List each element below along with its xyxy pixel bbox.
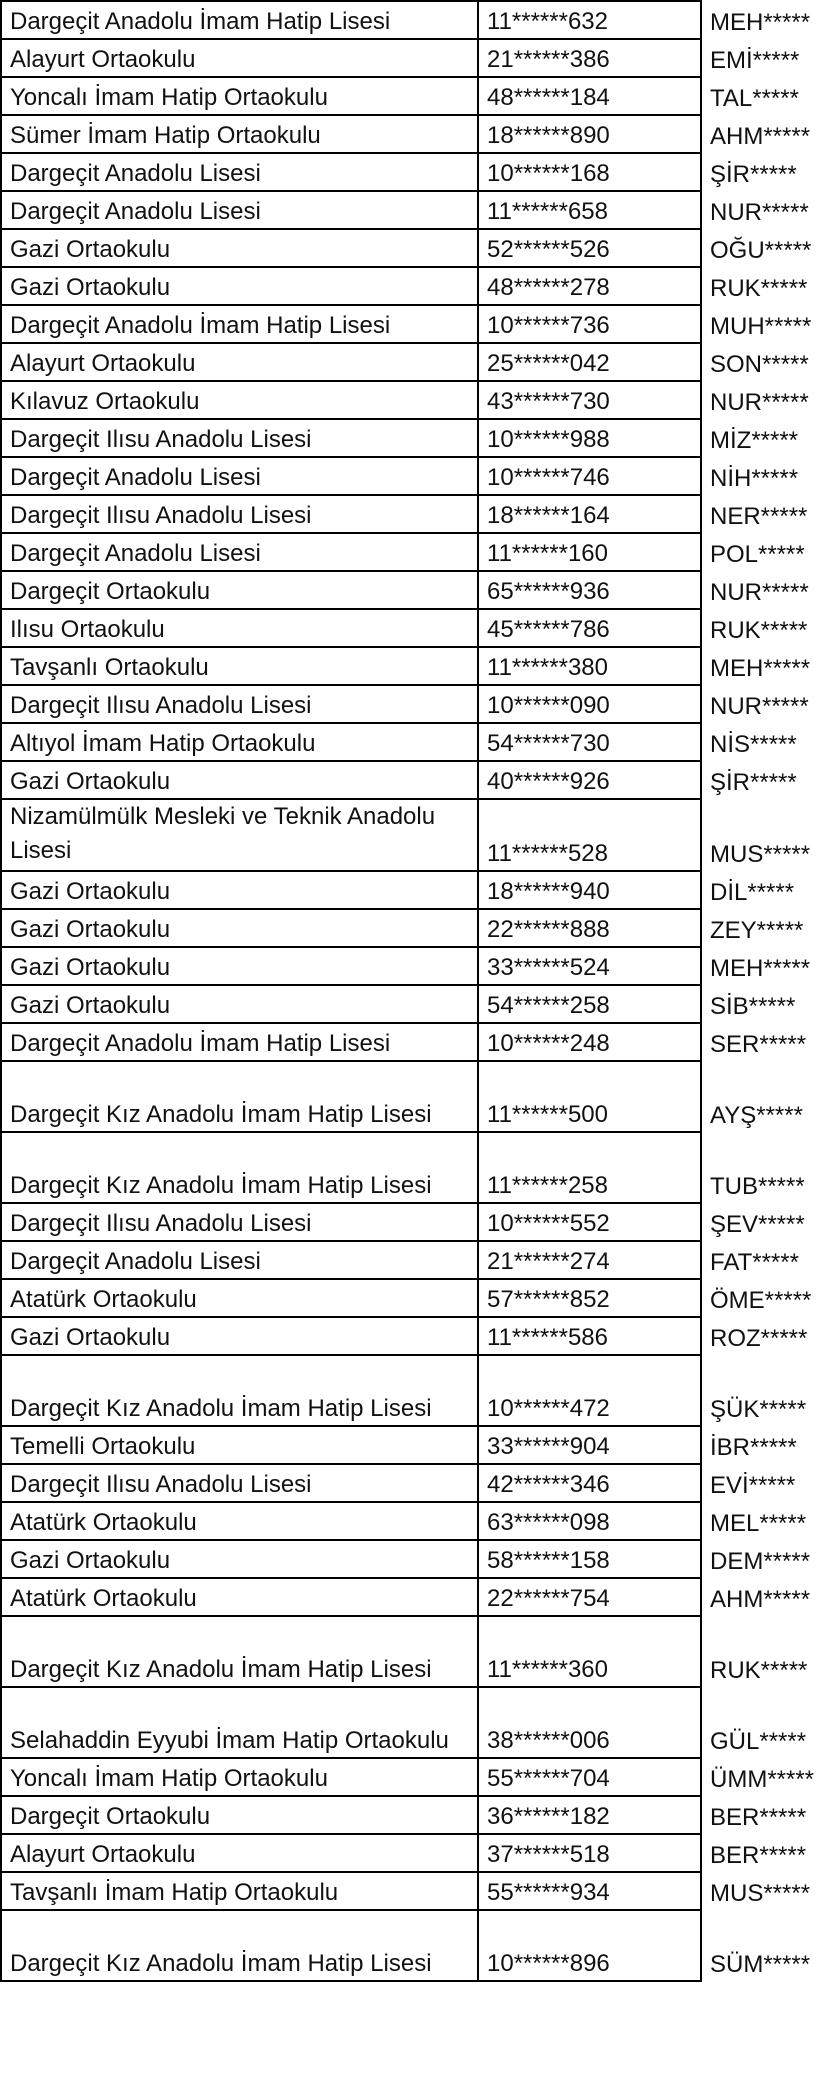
school-cell[interactable]: Dargeçit Kız Anadolu İmam Hatip Lisesi [1, 1616, 478, 1687]
school-cell[interactable]: Gazi Ortaokulu [1, 947, 478, 985]
id-number-cell[interactable]: 10******896 [478, 1910, 701, 1981]
table-row [1, 1426, 831, 1464]
table-body [1, 1, 831, 1981]
id-number-cell[interactable]: 10******168 [478, 153, 701, 191]
school-cell[interactable]: Dargeçit Ilısu Anadolu Lisesi [1, 685, 478, 723]
id-number-cell[interactable]: 10******472 [478, 1355, 701, 1426]
school-cell[interactable]: Dargeçit Ortaokulu [1, 571, 478, 609]
table-row [1, 647, 831, 685]
name-cell[interactable]: ŞİR***** [701, 761, 831, 799]
name-cell[interactable]: NİS***** [701, 723, 831, 761]
name-cell[interactable]: ŞEV***** [701, 1203, 831, 1241]
school-cell[interactable]: Dargeçit Kız Anadolu İmam Hatip Lisesi [1, 1910, 478, 1981]
school-cell[interactable]: Sümer İmam Hatip Ortaokulu [1, 115, 478, 153]
school-cell[interactable]: Dargeçit Anadolu Lisesi [1, 457, 478, 495]
table-row [1, 1834, 831, 1872]
name-cell[interactable]: MEH***** [701, 647, 831, 685]
id-number-cell[interactable]: 18******164 [478, 495, 701, 533]
name-cell[interactable]: NER***** [701, 495, 831, 533]
school-cell[interactable]: Dargeçit Anadolu Lisesi [1, 533, 478, 571]
name-cell[interactable]: BER***** [701, 1834, 831, 1872]
table-row [1, 799, 831, 871]
name-cell[interactable]: MUS***** [701, 1872, 831, 1910]
table-row [1, 947, 831, 985]
id-number-cell[interactable]: 37******518 [478, 1834, 701, 1872]
table-row [1, 1578, 831, 1616]
id-number-cell[interactable]: 10******248 [478, 1023, 701, 1061]
id-number-cell[interactable]: 52******526 [478, 229, 701, 267]
table-row [1, 419, 831, 457]
school-cell[interactable]: Dargeçit Ilısu Anadolu Lisesi [1, 495, 478, 533]
name-cell[interactable]: SİB***** [701, 985, 831, 1023]
table-row [1, 1355, 831, 1426]
id-number-cell[interactable]: 11******528 [478, 799, 701, 871]
id-number-cell[interactable]: 11******160 [478, 533, 701, 571]
name-cell[interactable]: SÜM***** [701, 1910, 831, 1981]
id-number-cell[interactable]: 57******852 [478, 1279, 701, 1317]
table-row [1, 1872, 831, 1910]
name-cell[interactable]: RUK***** [701, 267, 831, 305]
table-row [1, 533, 831, 571]
id-number-cell[interactable]: 45******786 [478, 609, 701, 647]
name-cell[interactable]: NUR***** [701, 571, 831, 609]
name-cell[interactable]: DEM***** [701, 1540, 831, 1578]
school-cell[interactable]: Dargeçit Anadolu İmam Hatip Lisesi [1, 1, 478, 39]
name-cell[interactable]: NİH***** [701, 457, 831, 495]
id-number-cell[interactable]: 33******524 [478, 947, 701, 985]
id-number-cell[interactable]: 22******888 [478, 909, 701, 947]
table-row [1, 1132, 831, 1203]
id-number-cell[interactable]: 21******274 [478, 1241, 701, 1279]
school-cell[interactable]: Atatürk Ortaokulu [1, 1578, 478, 1616]
id-number-cell[interactable]: 42******346 [478, 1464, 701, 1502]
table-row [1, 457, 831, 495]
school-cell[interactable]: Gazi Ortaokulu [1, 267, 478, 305]
id-number-cell[interactable]: 10******090 [478, 685, 701, 723]
id-number-cell[interactable]: 48******184 [478, 77, 701, 115]
id-number-cell[interactable]: 54******258 [478, 985, 701, 1023]
table-row [1, 761, 831, 799]
name-cell[interactable]: İBR***** [701, 1426, 831, 1464]
school-cell[interactable]: Altıyol İmam Hatip Ortaokulu [1, 723, 478, 761]
id-number-cell[interactable]: 10******988 [478, 419, 701, 457]
table-row [1, 495, 831, 533]
table-row [1, 115, 831, 153]
table-row [1, 1502, 831, 1540]
table-row [1, 871, 831, 909]
school-cell[interactable]: Gazi Ortaokulu [1, 909, 478, 947]
table-row [1, 305, 831, 343]
id-number-cell[interactable]: 18******940 [478, 871, 701, 909]
school-cell[interactable]: Gazi Ortaokulu [1, 985, 478, 1023]
name-cell[interactable]: FAT***** [701, 1241, 831, 1279]
school-cell[interactable]: Alayurt Ortaokulu [1, 343, 478, 381]
name-cell[interactable]: NUR***** [701, 191, 831, 229]
school-cell[interactable]: Dargeçit Ortaokulu [1, 1796, 478, 1834]
name-cell[interactable]: NUR***** [701, 381, 831, 419]
id-number-cell[interactable]: 11******632 [478, 1, 701, 39]
school-cell[interactable]: Dargeçit Kız Anadolu İmam Hatip Lisesi [1, 1061, 478, 1132]
id-number-cell[interactable]: 11******258 [478, 1132, 701, 1203]
name-cell[interactable]: ÖME***** [701, 1279, 831, 1317]
table-row [1, 1203, 831, 1241]
name-cell[interactable]: MUS***** [701, 799, 831, 871]
table-row [1, 77, 831, 115]
name-cell[interactable]: EVİ***** [701, 1464, 831, 1502]
table-row [1, 267, 831, 305]
school-cell[interactable]: Dargeçit Ilısu Anadolu Lisesi [1, 1203, 478, 1241]
id-number-cell[interactable]: 18******890 [478, 115, 701, 153]
school-cell[interactable]: Dargeçit Anadolu Lisesi [1, 1241, 478, 1279]
school-cell[interactable]: Gazi Ortaokulu [1, 229, 478, 267]
name-cell[interactable]: POL***** [701, 533, 831, 571]
table-row [1, 153, 831, 191]
school-cell[interactable]: Dargeçit Kız Anadolu İmam Hatip Lisesi [1, 1355, 478, 1426]
school-cell[interactable]: Selahaddin Eyyubi İmam Hatip Ortaokulu [1, 1687, 478, 1758]
id-number-cell[interactable]: 11******380 [478, 647, 701, 685]
name-cell[interactable]: GÜL***** [701, 1687, 831, 1758]
school-cell[interactable]: Dargeçit Kız Anadolu İmam Hatip Lisesi [1, 1132, 478, 1203]
id-number-cell[interactable]: 11******586 [478, 1317, 701, 1355]
school-cell[interactable]: Yoncalı İmam Hatip Ortaokulu [1, 1758, 478, 1796]
school-cell[interactable]: Ilısu Ortaokulu [1, 609, 478, 647]
id-number-cell[interactable]: 55******704 [478, 1758, 701, 1796]
table-row [1, 1241, 831, 1279]
name-cell[interactable]: EMİ***** [701, 39, 831, 77]
id-number-cell[interactable]: 22******754 [478, 1578, 701, 1616]
name-cell[interactable]: AHM***** [701, 1578, 831, 1616]
table-row [1, 1464, 831, 1502]
table-row [1, 571, 831, 609]
name-cell[interactable]: NUR***** [701, 685, 831, 723]
table-row [1, 1910, 831, 1981]
table-row [1, 1317, 831, 1355]
id-number-cell[interactable]: 33******904 [478, 1426, 701, 1464]
id-number-cell[interactable]: 55******934 [478, 1872, 701, 1910]
name-cell[interactable]: ROZ***** [701, 1317, 831, 1355]
id-number-cell[interactable]: 48******278 [478, 267, 701, 305]
id-number-cell[interactable]: 21******386 [478, 39, 701, 77]
id-number-cell[interactable]: 43******730 [478, 381, 701, 419]
id-number-cell[interactable]: 25******042 [478, 343, 701, 381]
name-cell[interactable]: ÜMM***** [701, 1758, 831, 1796]
name-cell[interactable]: AHM***** [701, 115, 831, 153]
school-cell[interactable]: Gazi Ortaokulu [1, 1540, 478, 1578]
school-cell[interactable]: Dargeçit Anadolu İmam Hatip Lisesi [1, 305, 478, 343]
table-row [1, 723, 831, 761]
id-number-cell[interactable]: 36******182 [478, 1796, 701, 1834]
name-cell[interactable]: MEH***** [701, 1, 831, 39]
table-row [1, 1540, 831, 1578]
name-cell[interactable]: RUK***** [701, 1616, 831, 1687]
table-row [1, 229, 831, 267]
id-number-cell[interactable]: 11******500 [478, 1061, 701, 1132]
school-cell[interactable]: Dargeçit Anadolu Lisesi [1, 191, 478, 229]
table-row [1, 909, 831, 947]
school-cell[interactable]: Gazi Ortaokulu [1, 1317, 478, 1355]
name-cell[interactable]: BER***** [701, 1796, 831, 1834]
name-cell[interactable]: OĞU***** [701, 229, 831, 267]
id-number-cell[interactable]: 10******736 [478, 305, 701, 343]
name-cell[interactable]: RUK***** [701, 609, 831, 647]
school-cell[interactable]: Alayurt Ortaokulu [1, 39, 478, 77]
school-cell[interactable]: Dargeçit Anadolu Lisesi [1, 153, 478, 191]
table-row [1, 609, 831, 647]
school-cell[interactable]: Gazi Ortaokulu [1, 871, 478, 909]
id-number-cell[interactable]: 11******360 [478, 1616, 701, 1687]
id-number-cell[interactable]: 38******006 [478, 1687, 701, 1758]
id-number-cell[interactable]: 63******098 [478, 1502, 701, 1540]
table-row [1, 985, 831, 1023]
name-cell[interactable]: MİZ***** [701, 419, 831, 457]
table-row [1, 1758, 831, 1796]
name-cell[interactable]: SER***** [701, 1023, 831, 1061]
name-cell[interactable]: ŞİR***** [701, 153, 831, 191]
id-number-cell[interactable]: 11******658 [478, 191, 701, 229]
id-number-cell[interactable]: 10******746 [478, 457, 701, 495]
name-cell[interactable]: SON***** [701, 343, 831, 381]
name-cell[interactable]: MUH***** [701, 305, 831, 343]
id-number-cell[interactable]: 40******926 [478, 761, 701, 799]
name-cell[interactable]: DİL***** [701, 871, 831, 909]
id-number-cell[interactable]: 65******936 [478, 571, 701, 609]
name-cell[interactable]: TUB***** [701, 1132, 831, 1203]
table-row [1, 191, 831, 229]
school-cell[interactable]: Kılavuz Ortaokulu [1, 381, 478, 419]
school-cell[interactable]: Atatürk Ortaokulu [1, 1502, 478, 1540]
table-row [1, 1616, 831, 1687]
table-row [1, 1023, 831, 1061]
table-row [1, 1796, 831, 1834]
table-row [1, 39, 831, 77]
name-cell[interactable]: ŞÜK***** [701, 1355, 831, 1426]
school-cell[interactable]: Yoncalı İmam Hatip Ortaokulu [1, 77, 478, 115]
name-cell[interactable]: MEL***** [701, 1502, 831, 1540]
school-cell[interactable]: Atatürk Ortaokulu [1, 1279, 478, 1317]
school-cell[interactable]: Temelli Ortaokulu [1, 1426, 478, 1464]
name-cell[interactable]: AYŞ***** [701, 1061, 831, 1132]
school-cell[interactable]: Nizamülmülk Mesleki ve Teknik Anadolu Lisesi [1, 799, 478, 871]
table-row [1, 381, 831, 419]
table-row [1, 1279, 831, 1317]
school-cell[interactable]: Dargeçit Ilısu Anadolu Lisesi [1, 419, 478, 457]
school-cell[interactable]: Tavşanlı Ortaokulu [1, 647, 478, 685]
school-cell[interactable]: Gazi Ortaokulu [1, 761, 478, 799]
id-number-cell[interactable]: 10******552 [478, 1203, 701, 1241]
id-number-cell[interactable]: 58******158 [478, 1540, 701, 1578]
table-row [1, 343, 831, 381]
school-cell[interactable]: Dargeçit Anadolu İmam Hatip Lisesi [1, 1023, 478, 1061]
table-row [1, 1687, 831, 1758]
table-row [1, 1061, 831, 1132]
name-cell[interactable]: ZEY***** [701, 909, 831, 947]
table-row [1, 685, 831, 723]
table-row [1, 1, 831, 39]
name-cell[interactable]: TAL***** [701, 77, 831, 115]
school-cell[interactable]: Alayurt Ortaokulu [1, 1834, 478, 1872]
name-cell[interactable]: MEH***** [701, 947, 831, 985]
id-number-cell[interactable]: 54******730 [478, 723, 701, 761]
school-cell[interactable]: Dargeçit Ilısu Anadolu Lisesi [1, 1464, 478, 1502]
school-cell[interactable]: Tavşanlı İmam Hatip Ortaokulu [1, 1872, 478, 1910]
